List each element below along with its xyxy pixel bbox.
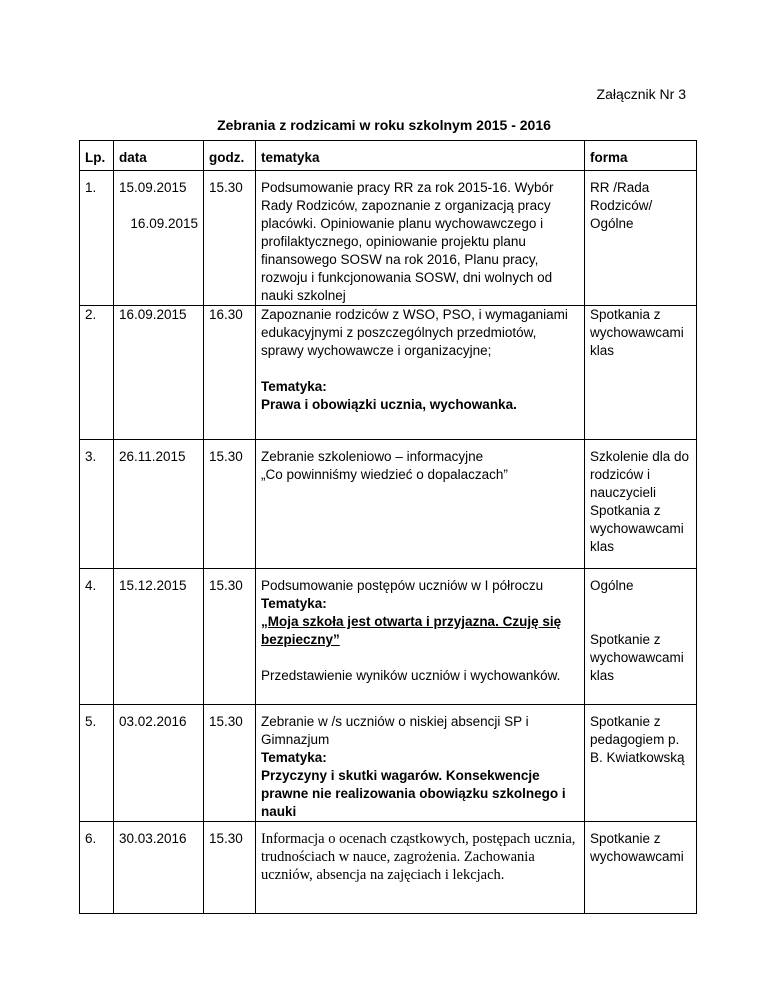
table-row bbox=[80, 822, 697, 914]
cell-topic bbox=[256, 306, 585, 440]
cell-time: 15.30 bbox=[204, 705, 256, 822]
cell-time: 15.30 bbox=[204, 822, 256, 914]
subject-label: Tematyka: bbox=[261, 379, 327, 394]
subject-label: Tematyka: bbox=[261, 596, 327, 611]
form-text-secondary: Spotkanie z wychowawcami klas bbox=[590, 632, 684, 683]
cell-date: 15.12.2015 bbox=[114, 569, 204, 705]
attachment-label: Załącznik Nr 3 bbox=[596, 86, 686, 102]
cell-form: Spotkanie z pedagogiem p. B. Kwiatkowską bbox=[585, 705, 697, 822]
cell-time: 15.30 bbox=[204, 569, 256, 705]
topic-text: Podsumowanie postępów uczniów w I półroczu bbox=[261, 578, 544, 593]
cell-topic bbox=[256, 569, 585, 705]
form-text: Szkolenie dla do rodziców i nauczycieli bbox=[590, 449, 690, 500]
cell-lp: 3. bbox=[80, 440, 114, 569]
cell-date: 26.11.2015 bbox=[114, 440, 204, 569]
cell-lp: 1. bbox=[80, 171, 114, 306]
cell-form: Spotkanie z wychowawcami bbox=[585, 822, 697, 914]
form-text: Ogólne bbox=[590, 578, 634, 593]
header-date: data bbox=[114, 141, 204, 171]
document-title: Zebrania z rodzicami w roku szkolnym 2015 - 2016 bbox=[217, 117, 551, 133]
cell-date: 16.09.2015 bbox=[114, 306, 204, 440]
cell-time: 16.30 bbox=[204, 306, 256, 440]
cell-date: 03.02.2016 bbox=[114, 705, 204, 822]
cell-topic bbox=[256, 705, 585, 822]
cell-topic: Podsumowanie pracy RR za rok 2015-16. Wybór Rady Rodziców, zapoznanie z organizacją pracy placówki. Opiniowanie planu wychowawczego i profilaktycznego, opiniowanie projektu planu finansowego SOSW na rok 2016, Planu pracy, rozwoju i funkcjonowania SOSW, dni wolnych od nauki szkolnej bbox=[256, 171, 585, 306]
date-secondary: 16.09.2015 bbox=[130, 216, 198, 231]
cell-form bbox=[585, 569, 697, 705]
subject-text: Przyczyny i skutki wagarów. Konsekwencje prawne nie realizowania obowiązku szkolnego i nauki bbox=[261, 768, 566, 819]
header-form: forma bbox=[585, 141, 697, 171]
cell-time: 15.30 bbox=[204, 440, 256, 569]
table-header-row bbox=[80, 141, 697, 171]
subject-text: Prawa i obowiązki ucznia, wychowanka. bbox=[261, 397, 517, 412]
header-time: godz. bbox=[204, 141, 256, 171]
meetings-table bbox=[79, 140, 697, 914]
cell-form: RR /Rada Rodziców/ Ogólne bbox=[585, 171, 697, 306]
table-row bbox=[80, 569, 697, 705]
table-row bbox=[80, 306, 697, 440]
topic-text: Zebranie szkoleniowo – informacyjne bbox=[261, 449, 484, 464]
header-topic: tematyka bbox=[256, 141, 585, 171]
cell-lp: 2. bbox=[80, 306, 114, 440]
table-row bbox=[80, 171, 697, 306]
subject-label: Tematyka: bbox=[261, 750, 327, 765]
topic-text: Zebranie w /s uczniów o niskiej absencji SP i Gimnazjum bbox=[261, 714, 529, 747]
table-row bbox=[80, 705, 697, 822]
table-row bbox=[80, 440, 697, 569]
cell-date: 30.03.2016 bbox=[114, 822, 204, 914]
cell-topic bbox=[256, 440, 585, 569]
cell-topic: Informacja o ocenach cząstkowych, postępach ucznia, trudnościach w nauce, zagrożenia. Zachowania uczniów, absencja na zajęciach i lekcjach. bbox=[256, 822, 585, 914]
topic-quote: „Co powinniśmy wiedzieć o dopalaczach” bbox=[261, 467, 508, 482]
topic-text-secondary: Przedstawienie wyników uczniów i wychowanków. bbox=[261, 668, 561, 683]
cell-form: Spotkania z wychowawcami klas bbox=[585, 306, 697, 440]
form-text-secondary: Spotkania z wychowawcami klas bbox=[590, 503, 684, 554]
subject-text: „Moja szkoła jest otwarta i przyjazna. Czuję się bezpieczny” bbox=[261, 614, 562, 647]
cell-lp: 5. bbox=[80, 705, 114, 822]
topic-text: Zapoznanie rodziców z WSO, PSO, i wymaganiami edukacyjnymi z poszczególnych przedmiotów, sprawy wychowawcze i organizacyjne; bbox=[261, 307, 568, 358]
cell-time: 15.30 bbox=[204, 171, 256, 306]
cell-date bbox=[114, 171, 204, 306]
header-lp: Lp. bbox=[80, 141, 114, 171]
cell-form bbox=[585, 440, 697, 569]
cell-lp: 4. bbox=[80, 569, 114, 705]
date-primary: 15.09.2015 bbox=[119, 180, 187, 195]
cell-lp: 6. bbox=[80, 822, 114, 914]
